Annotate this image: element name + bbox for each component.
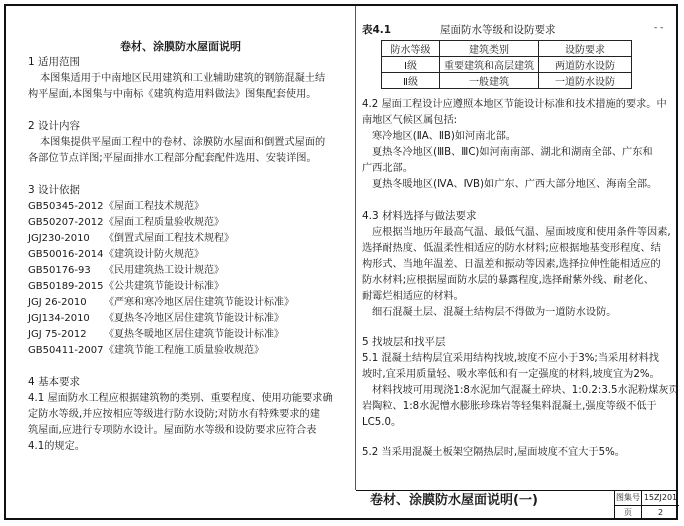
- standard-code: GB50411-2007: [28, 345, 104, 356]
- section-1-heading: 1 适用范围: [28, 56, 81, 68]
- standard-code: GB50207-2012: [28, 217, 104, 228]
- standard-name: 《夏热冬暖地区居住建筑节能设计标准》: [104, 329, 284, 340]
- section-2-text: 各部位节点详图;平屋面排水工程部分配套配件选用、安装详图。: [28, 153, 317, 164]
- clause-4-3-heading: 4.3 材料选择与做法要求: [362, 210, 477, 222]
- clause-4-3-text: 耐霉烂相适应的材料。: [362, 291, 464, 302]
- table-cell: 重要建筑和高层建筑: [440, 57, 539, 73]
- clause-5-1-text: 坡时,宜采用质量轻、吸水率低和有一定强度的材料,坡度宜为2%。: [362, 369, 660, 380]
- clause-4-2-text: 夏热冬暖地区(ⅣA、ⅣB)如广东、广西大部分地区、海南全部。: [372, 179, 658, 190]
- table-header-cell: 设防要求: [539, 41, 632, 57]
- atlas-number-value: 15ZJ201: [643, 493, 678, 502]
- section-4-text: 定防水等级,并应按相应等级进行防水设防;对防水有特殊要求的建: [28, 409, 320, 420]
- table-cell: 两道防水设防: [539, 57, 632, 73]
- standard-code: JGJ134-2010: [28, 313, 90, 324]
- section-5-heading: 5 找坡层和找平层: [362, 336, 446, 348]
- document-title: 卷材、涂膜防水屋面说明: [120, 40, 241, 53]
- standard-name: 《倒置式屋面工程技术规程》: [104, 233, 234, 244]
- clause-4-3-text: 细石混凝土层、混凝土结构层不得做为一道防水设防。: [372, 307, 617, 318]
- clause-5-1-text: 岩陶粒、1:8水泥憎水膨胀珍珠岩等轻集料混凝土,强度等级不低于: [362, 401, 657, 412]
- clause-5-2-text: 5.2 当采用混凝土板架空隔热层时,屋面坡度不宜大于5%。: [362, 447, 625, 458]
- table-cell: 一般建筑: [440, 73, 539, 89]
- clause-4-2-text: 南地区气候区属包括:: [362, 115, 458, 126]
- standard-name: 《屋面工程质量验收规范》: [104, 217, 224, 228]
- clause-4-2-text: 寒冷地区(ⅡA、ⅡB)如河南北部。: [372, 131, 516, 142]
- table-row: [382, 73, 632, 89]
- clause-4-2-text: 广西北部。: [362, 163, 413, 174]
- table-caption-number: 表4.1: [362, 24, 392, 36]
- standard-name: 《建筑节能工程施工质量验收规范》: [104, 345, 264, 356]
- standard-name: 《严寒和寒冷地区居住建筑节能设计标准》: [104, 297, 294, 308]
- standard-code: GB50345-2012: [28, 201, 104, 212]
- table-cell: Ⅱ级: [382, 73, 440, 89]
- table-row: [382, 57, 632, 73]
- standard-code: JGJ 75-2012: [28, 329, 87, 340]
- title-block-info: [614, 490, 679, 520]
- table-cell: 一道防水设防: [539, 73, 632, 89]
- clause-4-3-text: 构形式、当地年温差、日温差和振动等因素,选择拉伸性能相适应的: [362, 259, 661, 270]
- clause-5-1-text: LC5.0。: [362, 417, 402, 428]
- standard-code: GB50176-93: [28, 265, 91, 276]
- standard-code: JGJ 26-2010: [28, 297, 87, 308]
- standard-name: 《民用建筑热工设计规范》: [104, 265, 224, 276]
- clause-4-3-text: 应根据当地历年最高气温、最低气温、屋面坡度和使用条件等因素,: [372, 227, 671, 238]
- standard-code: GB50189-2015: [28, 281, 104, 292]
- clause-4-3-text: 选择耐热度、低温柔性相适应的防水材料;应根据地基变形程度、结: [362, 243, 661, 254]
- section-3-heading: 3 设计依据: [28, 184, 81, 196]
- atlas-number-label: 图集号: [615, 490, 642, 505]
- waterproof-grade-table: [381, 40, 632, 89]
- table-caption-title: 屋面防水等级和设防要求: [440, 24, 556, 36]
- standard-code: GB50016-2014: [28, 249, 104, 260]
- page-number-row: [615, 505, 679, 520]
- standard-name: 《公共建筑节能设计标准》: [104, 281, 224, 292]
- page-number-value: 2: [657, 508, 664, 517]
- section-4-text: 筑屋面,应进行专项防水设计。屋面防水等级和设防要求应符合表: [28, 425, 317, 436]
- standard-name: 《夏热冬冷地区居住建筑节能设计标准》: [104, 313, 284, 324]
- section-4-text: 4.1 屋面防水工程应根据建筑物的类别、重要程度、使用功能要求确: [28, 393, 333, 404]
- clause-4-3-text: 防水材料;应根据屋面防水层的暴露程度,选择耐紫外线、耐老化、: [362, 275, 654, 286]
- clause-4-2-text: 夏热冬冷地区(ⅢB、ⅢC)如河南南部、湖北和湖南全部、广东和: [372, 147, 653, 158]
- table-header-row: [382, 41, 632, 57]
- column-divider: [355, 6, 356, 490]
- table-header-cell: 建筑类别: [440, 41, 539, 57]
- page-number-label: 页: [615, 505, 642, 520]
- section-1-text: 本图集适用于中南地区民用建筑和工业辅助建筑的钢筋混凝土结: [40, 73, 326, 84]
- atlas-number-row: [615, 490, 679, 505]
- clause-4-2-text: 4.2 屋面工程设计应遵照本地区节能设计标准和技术措施的要求。中: [362, 99, 667, 110]
- clause-5-1-text: 材料找坡可用现浇1:8水泥加气混凝土碎块、1:0.2:3.5水泥粉煤灰页: [372, 385, 679, 396]
- clause-5-1-text: 5.1 混凝土结构层宜采用结构找坡,坡度不应小于3%;当采用材料找: [362, 353, 659, 364]
- standard-name: 《屋面工程技术规范》: [104, 201, 204, 212]
- table-cell: Ⅰ级: [382, 57, 440, 73]
- standard-name: 《建筑设计防火规范》: [104, 249, 204, 260]
- title-block-title: 卷材、涂膜防水屋面说明(一): [370, 493, 538, 508]
- table-header-cell: 防水等级: [382, 41, 440, 57]
- section-1-text: 构平屋面,本图集与中南标《建筑构造用料做法》图集配套使用。: [28, 89, 317, 100]
- section-2-text: 本图集提供平屋面工程中的卷材、涂膜防水屋面和倒置式屋面的: [40, 137, 326, 148]
- section-2-heading: 2 设计内容: [28, 120, 81, 132]
- section-4-text: 4.1的规定。: [28, 441, 85, 452]
- standard-code: JGJ230-2010: [28, 233, 90, 244]
- corner-mark: - -: [654, 23, 664, 33]
- section-4-heading: 4 基本要求: [28, 376, 81, 388]
